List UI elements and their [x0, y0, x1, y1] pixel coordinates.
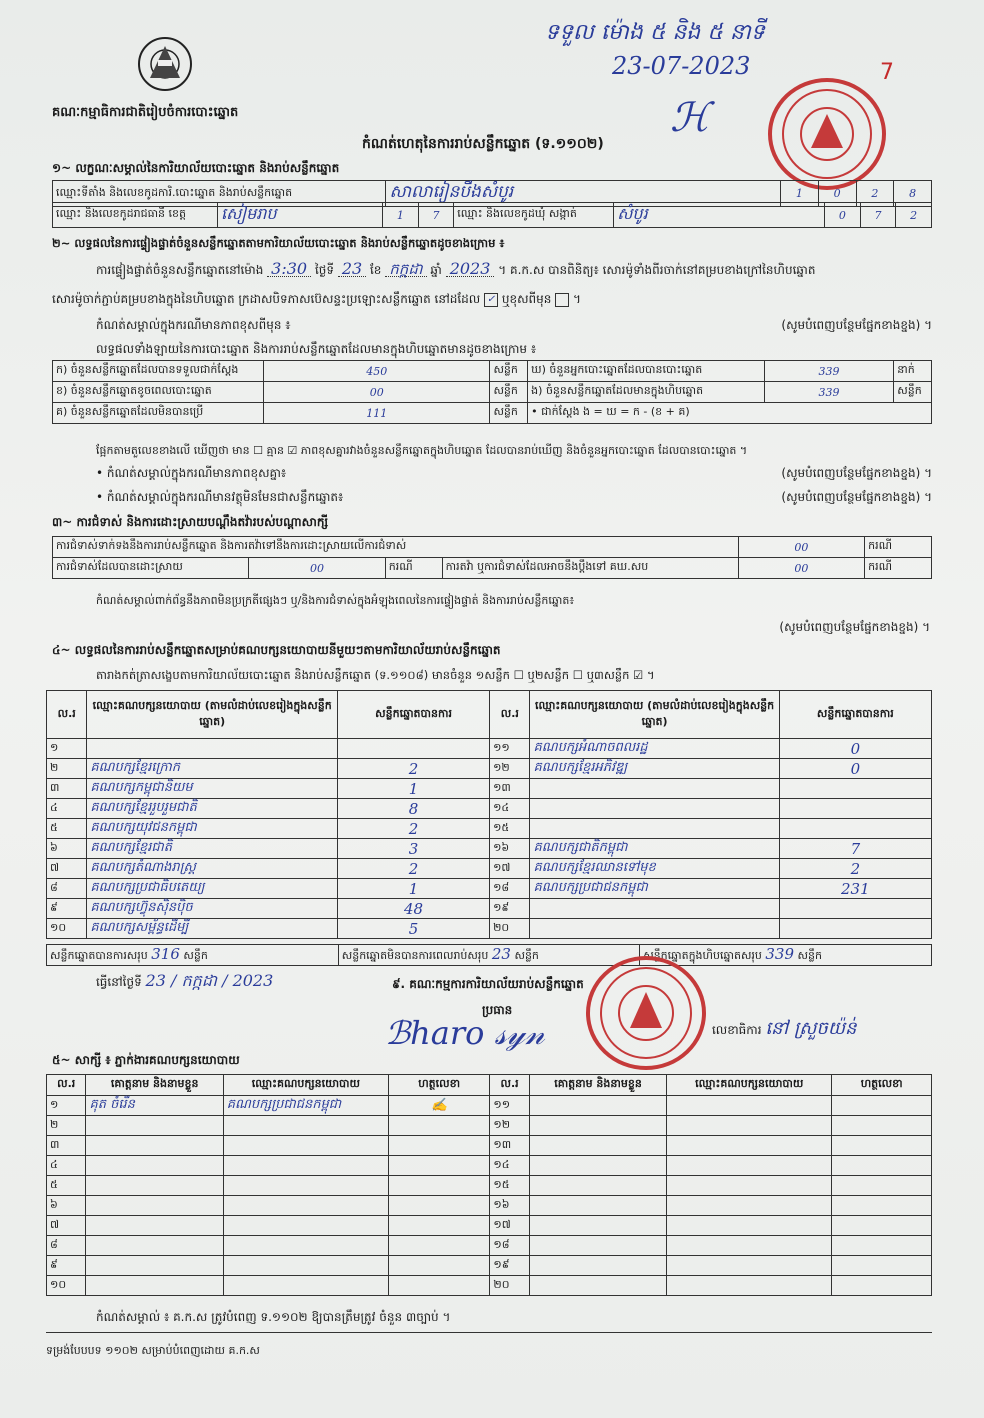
witness-name [86, 1196, 223, 1216]
row-e-label: ង) ចំនួនសន្លឹកឆ្នោតដែលមានក្នុងហិបឆ្នោត [528, 382, 765, 403]
witness-name [86, 1156, 223, 1176]
party-name: គណបក្សខ្មែរ​ឈានទៅមុខ [530, 859, 779, 879]
witness-name [86, 1136, 223, 1156]
witness-party [667, 1216, 832, 1236]
table-row [47, 739, 932, 759]
objection-row1-label: ការជំទាស់ទាក់ទងនឹងការរាប់សន្លឹកឆ្នោត និងការតវ៉ាទៅនឹងការដោះស្រាយលើការជំទាស់ [53, 537, 739, 558]
verification-line2: សោរម៉ូចាក់ភ្ជាប់គម្របខាងក្នុងនៃហិបឆ្នោត ក្រដាសបិទភាសប៊េសន្ទះប្រឡោះសន្លឹកឆ្នោត នៅដដែល ✓ ឬខុសពីមុន ។ [52, 292, 581, 306]
witness-name [529, 1196, 666, 1216]
witness-party [667, 1116, 832, 1136]
result-label: លទ្ធផលទាំងឡាយនៃការបោះឆ្នោត និងការរាប់សន្លឹកឆ្នោតដែលមានក្នុងហិបឆ្នោតមានដូចខាងក្រោម ៖ [96, 342, 537, 356]
party-votes: 1 [337, 879, 489, 899]
unit: ករណី [865, 537, 932, 558]
witness-name [86, 1116, 223, 1136]
row-d-value: 339 [764, 361, 894, 382]
row-no: ១២ [490, 759, 530, 779]
row-no: ៦ [47, 839, 87, 859]
party-name: គណបក្សយុវជនកម្ពុជា [87, 819, 338, 839]
witness-name [529, 1256, 666, 1276]
witness-party [223, 1116, 388, 1136]
commune-label: ឈ្មោះ និងលេខកូដឃុំ សង្កាត់ [454, 203, 614, 228]
row-c-value: 111 [264, 403, 490, 424]
party-votes: 2 [337, 759, 489, 779]
row-no: ៨ [47, 1236, 86, 1256]
row-no: ៣ [47, 1136, 86, 1156]
table-row [47, 819, 932, 839]
row-no: ៩ [47, 899, 87, 919]
nec-emblem-icon [130, 34, 200, 96]
row-no: ២០ [490, 1276, 529, 1296]
party-votes: 2 [779, 859, 931, 879]
objection-row1-value: 00 [738, 537, 865, 558]
witness-name [529, 1096, 666, 1116]
witness-party [223, 1176, 388, 1196]
unit: សន្លឹក [490, 403, 528, 424]
witness-name [529, 1276, 666, 1296]
witness-party [223, 1156, 388, 1176]
receipt-note: ទទួល ម៉ោង ៥ និង ៥ នាទី [545, 20, 765, 45]
party-results-table [46, 690, 932, 939]
witness-signature [388, 1136, 489, 1156]
col-name: គោត្តនាម និងនាមខ្លួន [529, 1075, 666, 1096]
witness-table [46, 1074, 932, 1296]
station-label: ឈ្មោះទីតាំង និងលេខកូដការិ.បោះឆ្នោត និងរាប់សន្លឹកឆ្នោត [53, 181, 386, 207]
witness-name [529, 1156, 666, 1176]
table-row [47, 1096, 932, 1116]
row-no: ១០ [47, 1276, 86, 1296]
bullet-nonballot: • កំណត់សម្គាល់ក្នុងករណីមានវត្ថុមិនមែនជាសន្លឹកឆ្នោត៖ (សូមបំពេញបន្ថែមផ្នែកខាងខ្នង) ។ [96, 490, 932, 504]
witness-signature [832, 1136, 932, 1156]
commune-code-digit: 7 [860, 203, 896, 228]
table-row [47, 1116, 932, 1136]
table-row [47, 799, 932, 819]
table-row [47, 779, 932, 799]
col-name: គោត្តនាម និងនាមខ្លួន [86, 1075, 223, 1096]
resolved-value: 00 [249, 558, 386, 579]
col-party: ឈ្មោះគណបក្សនយោបាយ [223, 1075, 388, 1096]
section5-note: កំណត់សម្គាល់ ៖ គ.ក.ស ត្រូវបំពេញ ទ.១១០២ ឱ្យបានត្រឹមត្រូវ ចំនួន ៣ច្បាប់ ។ [96, 1310, 451, 1324]
row-a-value: 450 [264, 361, 490, 382]
witness-party [223, 1216, 388, 1236]
unit: នាក់ [894, 361, 932, 382]
party-votes: 3 [337, 839, 489, 859]
witness-signature [388, 1256, 489, 1276]
section1-heading: ១~ លក្ខណៈសម្គាល់នៃការិយាល័យបោះឆ្នោត និងរាប់សន្លឹកឆ្នោត [52, 161, 340, 175]
table-row [47, 899, 932, 919]
chair-label: ប្រធាន [482, 1003, 513, 1017]
row-no: ១២ [490, 1116, 529, 1136]
row-no: ១ [47, 1096, 86, 1116]
table-row [47, 1136, 932, 1156]
table-row [47, 1256, 932, 1276]
row-a-label: ក) ចំនួនសន្លឹកឆ្នោតដែលបានទទួលជាក់ស្តែង [53, 361, 264, 382]
row-no: ១៧ [490, 859, 530, 879]
row-b-value: 00 [264, 382, 490, 403]
row-no: ១៨ [490, 1236, 529, 1256]
row-no: ៦ [47, 1196, 86, 1216]
witness-signature [388, 1176, 489, 1196]
table-row [47, 879, 932, 899]
col-party: ឈ្មោះគណបក្សនយោបាយ (តាមលំដាប់លេខរៀងក្នុងសន្លឹកឆ្នោត) [530, 691, 779, 739]
witness-signature [388, 1196, 489, 1216]
row-no: ២ [47, 759, 87, 779]
witness-name [529, 1136, 666, 1156]
party-votes: 5 [337, 919, 489, 939]
party-name: គណបក្សខ្មែរជាតិ [87, 839, 338, 859]
unit: ករណី [385, 558, 442, 579]
party-name: គណបក្សហ៊្វុនស៊ិនប៉ិច [87, 899, 338, 919]
section3-fill-note: (សូមបំពេញបន្ថែមផ្នែកខាងខ្នង) ។ [779, 620, 930, 634]
verification-month: កក្កដា [385, 262, 426, 277]
unit: សន្លឹក [894, 382, 932, 403]
compare-line: ផ្អែកតាមតួលេខខាងលើ ឃើញថា មាន ☐ គ្មាន ☑ ភាពខុសគ្នារវាងចំនួនសន្លឹកឆ្នោតក្នុងហិបឆ្នោត ដែលបានរាប់ឃើញ និងចំនួនអ្នកបោះឆ្នោត ដែលបានបោះឆ្នោត ។ [96, 444, 748, 457]
witness-signature [388, 1236, 489, 1256]
committee-label: ៩. គណៈកម្មការការិយាល័យរាប់សន្លឹកឆ្នោត [392, 977, 584, 991]
witness-party [667, 1256, 832, 1276]
party-votes: 7 [779, 839, 931, 859]
verification-day: 23 [338, 262, 366, 277]
witness-party [223, 1276, 388, 1296]
row-no: ១៥ [490, 819, 530, 839]
party-name: គណបក្សប្រជាជនកម្ពុជា [530, 879, 779, 899]
witness-party [223, 1136, 388, 1156]
witness-signature: ✍ [388, 1096, 489, 1116]
province-label: ឈ្មោះ និងលេខកូដរាជធានី ខេត្ត [53, 203, 218, 228]
total-valid: សន្លឹកឆ្នោតបានការសរុប 316 សន្លឹក [47, 945, 339, 966]
witness-name [529, 1116, 666, 1136]
party-name: គណបក្សតំណាងរាស្ត្រ [87, 859, 338, 879]
witness-party [223, 1196, 388, 1216]
section5-heading: ៥~ សាក្សី ៖ ភ្នាក់ងារគណបក្សនយោបាយ [52, 1053, 240, 1067]
secretary-line: លេខាធិការ នៅ ស្រួចយ៉ន់ [712, 1018, 857, 1039]
witness-name: គុត ចំរើន [86, 1096, 223, 1116]
witness-signature [832, 1156, 932, 1176]
party-votes: 48 [337, 899, 489, 919]
witness-signature [832, 1256, 932, 1276]
witness-name [86, 1256, 223, 1276]
witness-signature [832, 1276, 932, 1296]
witness-party [667, 1196, 832, 1216]
chair-signature: ℬharo 𝓈𝓎𝓃 [385, 1014, 545, 1052]
row-no: ១១ [490, 739, 530, 759]
party-name: គណបក្សអំណាចពលរដ្ឋ [530, 739, 779, 759]
party-votes: 0 [779, 759, 931, 779]
row-no: ២ [47, 1116, 86, 1136]
witness-party [667, 1096, 832, 1116]
party-name: គណបក្សខ្មែររួបរួមជាតិ [87, 799, 338, 819]
col-no: ល.រ [47, 1075, 86, 1096]
changed-checkbox[interactable] [555, 293, 569, 307]
station-code-digit: 2 [856, 181, 894, 207]
col-votes: សន្លឹកឆ្នោតបានការ [779, 691, 931, 739]
totals-table [46, 944, 932, 966]
row-no: ២០ [490, 919, 530, 939]
party-name [530, 799, 779, 819]
party-name [530, 779, 779, 799]
row-no: ១៩ [490, 899, 530, 919]
col-party: ឈ្មោះគណបក្សនយោបាយ (តាមលំដាប់លេខរៀងក្នុងសន្លឹកឆ្នោត) [87, 691, 338, 739]
party-votes [779, 819, 931, 839]
verification-year: 2023 [446, 262, 495, 277]
table-row [47, 1216, 932, 1236]
table-row [47, 1236, 932, 1256]
party-votes: 1 [337, 779, 489, 799]
official-seal-bottom-icon [586, 956, 706, 1070]
witness-signature [832, 1216, 932, 1236]
col-sign: ហត្ថលេខា [388, 1075, 489, 1096]
row-no: ៥ [47, 1176, 86, 1196]
row-no: ១៤ [490, 799, 530, 819]
appeal-value: 00 [738, 558, 865, 579]
appeal-label: ការតវ៉ា ឬការជំទាស់ដែលអាចនឹងប្តឹងទៅ គឃ.សប [442, 558, 738, 579]
party-name: គណបក្សខ្មែរអភិវឌ្ឍ [530, 759, 779, 779]
row-no: ៨ [47, 879, 87, 899]
row-no: ៣ [47, 779, 87, 799]
row-no: ១០ [47, 919, 87, 939]
verification-time: 3:30 [267, 262, 311, 277]
witness-signature [388, 1276, 489, 1296]
row-e-value: 339 [764, 382, 894, 403]
table-row [47, 1156, 932, 1176]
witness-party [223, 1236, 388, 1256]
section2-heading: ២~ លទ្ធផលនៃការផ្ទៀងផ្ទាត់ចំនួនសន្លឹកឆ្នោតតាមការិយាល័យបោះឆ្នោត និងរាប់សន្លឹកឆ្នោតដូចខាងក្រោម ៖ [52, 236, 505, 250]
footer-text: ទម្រង់បែបបទ ១១០២ សម្រាប់បំពេញដោយ គ.ក.ស [46, 1344, 260, 1357]
province-value: សៀមរាប [218, 203, 383, 228]
col-no: ល.រ [490, 1075, 529, 1096]
party-votes: 2 [337, 819, 489, 839]
witness-signature [388, 1116, 489, 1136]
party-votes [779, 779, 931, 799]
party-name: គណបក្សសម្ព័ន្ធដើម្បី [87, 919, 338, 939]
province-code-digit: 7 [418, 203, 454, 228]
commune-value: សំបូរ [614, 203, 825, 228]
witness-party [223, 1256, 388, 1276]
province-code-digit: 1 [383, 203, 419, 228]
unit: ករណី [865, 558, 932, 579]
red-mark: 7 [880, 60, 894, 85]
witness-party: គណបក្សប្រជាជនកម្ពុជា [223, 1096, 388, 1116]
table-row [47, 859, 932, 879]
section4-intro: តារាងកត់ត្រាសង្ខេបតាមការិយាល័យបោះឆ្នោត និងរាប់សន្លឹកឆ្នោត (ទ.១១០៨) មានចំនួន ១សន្លឹក ☐ ឬ២សន្លឹក ☐ ឬ៣សន្លឹក ☑ ។ [96, 668, 655, 682]
party-name: គណបក្សប្រជាធិបតេយ្យ [87, 879, 338, 899]
footer-divider [46, 1332, 932, 1333]
witness-name [529, 1236, 666, 1256]
witness-name [86, 1236, 223, 1256]
row-no: ៤ [47, 799, 87, 819]
row-no: ១ [47, 739, 87, 759]
party-votes: 0 [779, 739, 931, 759]
col-party: ឈ្មោះគណបក្សនយោបាយ [667, 1075, 832, 1096]
form-title: កំណត់ហេតុនៃការរាប់សន្លឹកឆ្នោត (ទ.១១០២) [362, 136, 604, 152]
col-votes: សន្លឹកឆ្នោតបានការ [337, 691, 489, 739]
party-votes [779, 799, 931, 819]
party-name [530, 819, 779, 839]
bullet-difference: • កំណត់សម្គាល់ក្នុងករណីមានភាពខុសគ្នា៖ (សូមបំពេញបន្ថែមផ្នែកខាងខ្នង) ។ [96, 466, 932, 480]
total-box: សន្លឹកឆ្នោតក្នុងហិបឆ្នោតសរុប 339 សន្លឹក [640, 945, 932, 966]
party-name: គណបក្សកម្ពុជានិយម [87, 779, 338, 799]
witness-name [86, 1276, 223, 1296]
section3-heading: ៣~ ការជំទាស់ និងការដោះស្រាយបណ្តឹងតវ៉ារបស់បណ្តាសាក្សី [52, 515, 329, 529]
commune-code-digit: 2 [896, 203, 932, 228]
station-value: សាលារៀនបឹងសំបូរ [386, 181, 781, 207]
witness-party [667, 1176, 832, 1196]
witness-name [529, 1176, 666, 1196]
section1-table-row2 [52, 202, 932, 228]
station-code-digit: 8 [894, 181, 932, 207]
row-no: ៥ [47, 819, 87, 839]
unchanged-checkbox[interactable]: ✓ [484, 293, 498, 307]
row-c-label: គ) ចំនួនសន្លឹកឆ្នោតដែលមិនបានប្រើ [53, 403, 264, 424]
unit: សន្លឹក [490, 382, 528, 403]
party-votes: 231 [779, 879, 931, 899]
witness-party [667, 1156, 832, 1176]
row-no: ១៩ [490, 1256, 529, 1276]
row-no: ៩ [47, 1256, 86, 1276]
table-row [47, 839, 932, 859]
commune-code-digit: 0 [825, 203, 861, 228]
party-name [530, 919, 779, 939]
unit: សន្លឹក [490, 361, 528, 382]
party-votes: 8 [337, 799, 489, 819]
party-name [530, 899, 779, 919]
party-votes: 2 [337, 859, 489, 879]
table-row [47, 1276, 932, 1296]
station-code-digit: 0 [818, 181, 856, 207]
row-no: ១៣ [490, 779, 530, 799]
station-code-digit: 1 [781, 181, 819, 207]
row-no: ១៧ [490, 1216, 529, 1236]
col-no: ល.រ [47, 691, 87, 739]
row-no: ១៤ [490, 1156, 529, 1176]
remark-line: កំណត់សម្គាល់ក្នុងករណីមានភាពខុសពីមុន ៖ (សូមបំពេញបន្ថែមផ្នែកខាងខ្នង) ។ [96, 318, 932, 332]
row-no: ១៥ [490, 1176, 529, 1196]
table-row [47, 919, 932, 939]
witness-name [529, 1216, 666, 1236]
top-signature: ℋ [670, 95, 710, 141]
table-row [47, 1196, 932, 1216]
total-invalid: សន្លឹកឆ្នោតមិនបានការពេលរាប់សរុប 23 សន្លឹក [338, 945, 639, 966]
party-name: គណបក្សខ្មែរក្រោក [87, 759, 338, 779]
witness-signature [832, 1176, 932, 1196]
col-sign: ហត្ថលេខា [832, 1075, 932, 1096]
table-row [47, 759, 932, 779]
date-line: ធ្វើនៅថ្ងៃទី 23 / កក្កដា / 2023 [96, 971, 274, 990]
section3-note: កំណត់សម្គាល់ពាក់ព័ន្ធនឹងភាពមិនប្រក្រតីផ្សេងៗ ឬ/និងការជំទាស់ក្នុងអំឡុងពេលនៃការផ្ទៀងផ្ទាត់ និងការរាប់សន្លឹកឆ្នោត៖ [96, 594, 575, 607]
row-b-label: ខ) ចំនួនសន្លឹកឆ្នោតខូចពេលបោះឆ្នោត [53, 382, 264, 403]
row-no: ១៨ [490, 879, 530, 899]
witness-signature [832, 1236, 932, 1256]
resolved-label: ការជំទាស់ដែលបានដោះស្រាយ [53, 558, 249, 579]
party-votes [337, 739, 489, 759]
witness-party [667, 1136, 832, 1156]
witness-signature [388, 1216, 489, 1236]
witness-signature [832, 1196, 932, 1216]
official-seal-top-icon [768, 78, 886, 190]
row-no: ១៦ [490, 1196, 529, 1216]
receipt-date: 23-07-2023 [612, 52, 751, 80]
table-row [47, 1176, 932, 1196]
col-no: ល.រ [490, 691, 530, 739]
row-no: ៤ [47, 1156, 86, 1176]
count-table [52, 360, 932, 424]
party-votes [779, 899, 931, 919]
row-no: ៧ [47, 859, 87, 879]
org-name: គណៈកម្មាធិការជាតិរៀបចំការបោះឆ្នោត [52, 105, 239, 120]
section4-heading: ៤~ លទ្ធផលនៃការរាប់សន្លឹកឆ្នោតសម្រាប់គណបក្សនយោបាយនីមួយៗតាមការិយាល័យរាប់សន្លឹកឆ្នោត [52, 643, 501, 657]
row-no: ១៦ [490, 839, 530, 859]
row-no: ១១ [490, 1096, 529, 1116]
witness-name [86, 1176, 223, 1196]
witness-party [667, 1276, 832, 1296]
party-name: គណបក្សជាតិកម្ពុជា [530, 839, 779, 859]
formula: • ជាក់ស្តែង ង = ឃ = ក - (ខ + គ) [528, 403, 932, 424]
verification-line: ការផ្ទៀងផ្ទាត់ចំនួនសន្លឹកឆ្នោតនៅម៉ោង 3:30 ថ្ងៃទី 23 ខែ កក្កដា ឆ្នាំ 2023 ។ គ.ក.ស បានពិនិត្យ៖ សោរម៉ូទាំងពីរចាក់នៅគម្របខាងក្រៅនៃហិបឆ្នោត [96, 259, 816, 278]
witness-signature [832, 1116, 932, 1136]
row-no: ១៣ [490, 1136, 529, 1156]
row-d-label: ឃ) ចំនួនអ្នកបោះឆ្នោតដែលបានបោះឆ្នោត [528, 361, 765, 382]
witness-party [667, 1236, 832, 1256]
row-no: ៧ [47, 1216, 86, 1236]
party-name [87, 739, 338, 759]
party-votes [779, 919, 931, 939]
witness-signature [388, 1156, 489, 1176]
witness-signature [832, 1096, 932, 1116]
witness-name [86, 1216, 223, 1236]
objection-table [52, 536, 932, 579]
